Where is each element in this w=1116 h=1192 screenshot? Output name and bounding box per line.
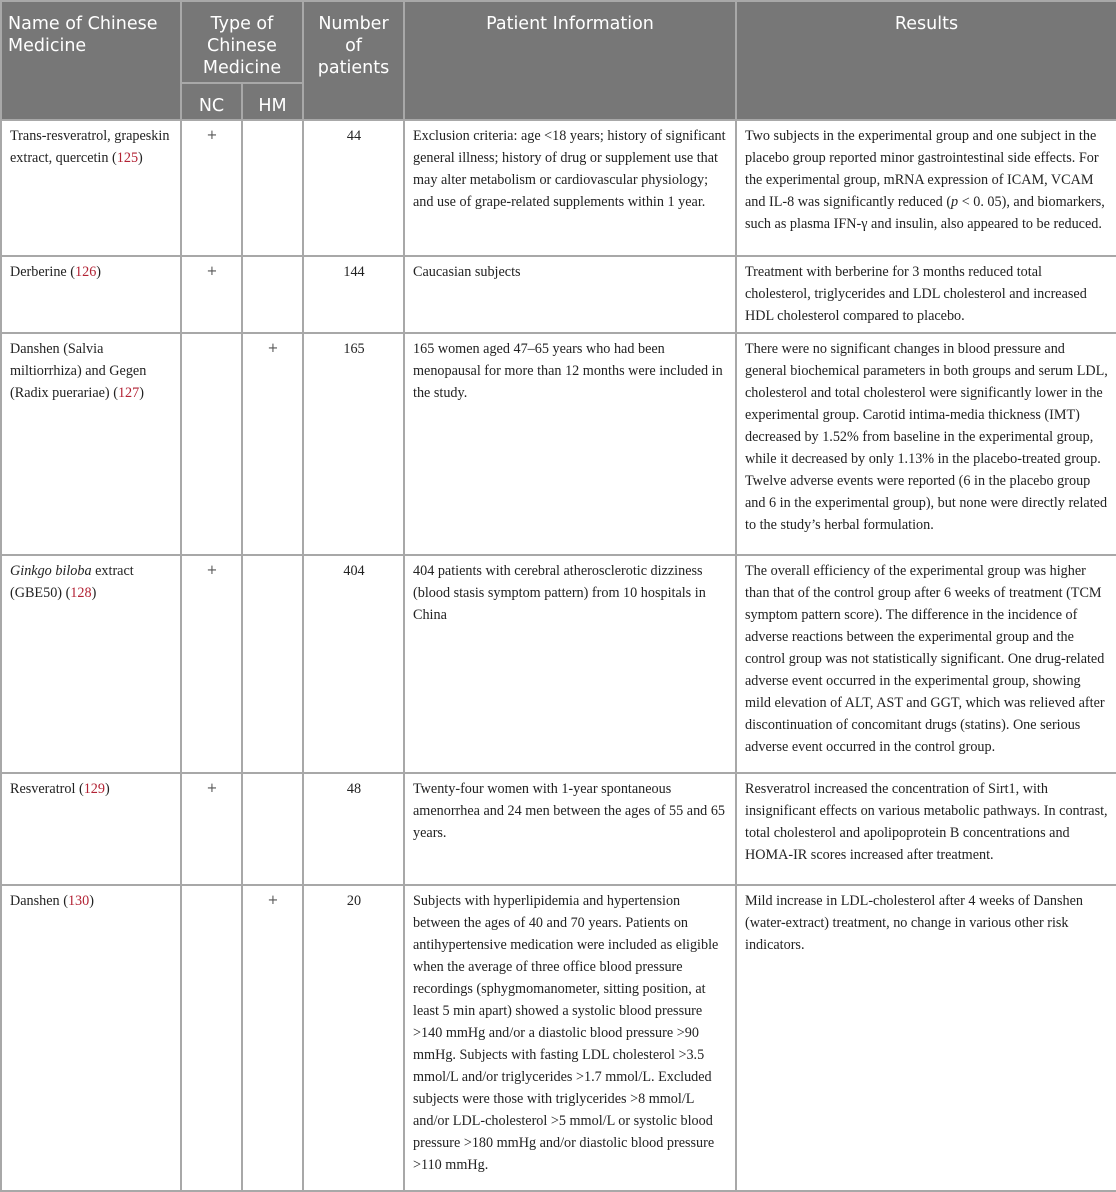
cell-nc: + (181, 555, 242, 773)
cell-nc: + (181, 773, 242, 885)
cell-results: Resveratrol increased the concentration of Sirt1, with insignificant effects on various metabolic pathways. In contrast, total cholesterol and apolipoprotein B concentrations and HOMA-IR scores increased after treatment. (736, 773, 1116, 885)
cell-name: Derberine (126) (1, 256, 181, 333)
cell-results: Treatment with berberine for 3 months reduced total cholesterol, triglycerides and LDL cholesterol and increased HDL cholesterol compared to placebo. (736, 256, 1116, 333)
table-row (1, 555, 1116, 773)
cell-number: 44 (303, 120, 404, 256)
reference-link[interactable]: 125 (116, 150, 139, 166)
table-row (1, 773, 1116, 885)
cell-nc (181, 885, 242, 1191)
reference-link[interactable]: 129 (83, 781, 105, 797)
cell-nc: + (181, 120, 242, 256)
header-type: Type of Chinese Medicine (181, 1, 303, 83)
cell-patient-info: 165 women aged 47–65 years who had been menopausal for more than 12 months were included in the study. (404, 333, 736, 555)
cell-patient-info: Subjects with hyperlipidemia and hypertension between the ages of 40 and 70 years. Patients on antihypertensive medication were included as eligible when the average of three office blood pressure recordings (sphygmomanometer, sitting position, at least 5 min apart) showed a systolic blood pressure >140 mmHg and/or a diastolic blood pressure >90 mmHg. Subjects with fasting LDL cholesterol >3.5 mmol/L and/or triglycerides >1.7 mmol/L. Excluded subjects were those with triglycerides >8 mmol/L and/or LDL-cholesterol >5 mmol/L or systolic blood pressure >180 mmHg and/or diastolic blood pressure >110 mmHg. (404, 885, 736, 1191)
cell-results: Mild increase in LDL-cholesterol after 4 weeks of Danshen (water-extract) treatment, no change in various other risk indicators. (736, 885, 1116, 1191)
cell-nc (181, 333, 242, 555)
cell-number: 165 (303, 333, 404, 555)
cell-number: 404 (303, 555, 404, 773)
reference-link[interactable]: 126 (75, 264, 97, 280)
cell-patient-info: Caucasian subjects (404, 256, 736, 333)
table-header (1, 1, 1116, 120)
table-row (1, 120, 1116, 256)
cell-hm (242, 773, 303, 885)
header-number: Number of patients (303, 1, 404, 120)
header-name: Name of Chinese Medicine (1, 1, 181, 120)
cell-name: Ginkgo biloba extract (GBE50) (128) (1, 555, 181, 773)
cell-name: Trans-resveratrol, grapeskin extract, quercetin (125) (1, 120, 181, 256)
cell-number: 48 (303, 773, 404, 885)
medicine-name: Derberine (10, 264, 67, 280)
reference-link[interactable]: 130 (67, 893, 90, 909)
cell-name: Resveratrol (129) (1, 773, 181, 885)
cell-results: Two subjects in the experimental group and one subject in the placebo group reported minor gastrointestinal side effects. For the experimental group, mRNA expression of ICAM, VCAM and IL-8 was significantly reduced (p < 0. 05), and biomarkers, such as plasma IFN-γ and insulin, also appeared to be reduced. (736, 120, 1116, 256)
medicine-name: Danshen (10, 893, 60, 909)
cell-name: Danshen (130) (1, 885, 181, 1191)
table-row (1, 333, 1116, 555)
medicine-name-italic: Ginkgo biloba (10, 563, 92, 579)
cell-hm: + (242, 333, 303, 555)
header-hm: HM (242, 83, 303, 120)
medicine-name: Resveratrol (10, 781, 76, 797)
cell-nc: + (181, 256, 242, 333)
cell-results: The overall efficiency of the experimental group was higher than that of the control group after 6 weeks of treatment (TCM symptom pattern score). The difference in the incidence of adverse reactions between the experimental group and the control group was not statistically significant. One drug-related adverse event occurred in the experimental group, showing mild elevation of ALT, AST and GGT, which was relieved after discontinuation of concomitant drugs (statins). One serious adverse event occurred in the control group. (736, 555, 1116, 773)
header-results: Results (736, 1, 1116, 120)
cell-patient-info: Exclusion criteria: age <18 years; history of significant general illness; history of drug or supplement use that may alter metabolism or cardiovascular physiology; and use of grape-related supplements within 1 year. (404, 120, 736, 256)
cell-hm: + (242, 885, 303, 1191)
cell-results: There were no significant changes in blood pressure and general biochemical parameters in both groups and serum LDL, cholesterol and total cholesterol were significantly lower in the experimental group. Carotid intima-media thickness (IMT) decreased by 1.52% from baseline in the experimental group, while it decreased by only 1.13% in the placebo-treated group. Twelve adverse events were reported (6 in the placebo group and 6 in the experimental group), but none were directly related to the study’s herbal formulation. (736, 333, 1116, 555)
table-row (1, 256, 1116, 333)
cell-hm (242, 555, 303, 773)
cell-number: 144 (303, 256, 404, 333)
medicine-name: Trans-resveratrol, grapeskin extract, quercetin (10, 128, 170, 166)
cell-hm (242, 256, 303, 333)
medicine-name: extract (GBE50) (10, 563, 134, 601)
table-row (1, 885, 1116, 1191)
medicine-name: Danshen (Salvia miltiorrhiza) and Gegen (Radix puerariae) (10, 341, 147, 401)
cell-patient-info: Twenty-four women with 1-year spontaneous amenorrhea and 24 men between the ages of 55 and 65 years. (404, 773, 736, 885)
header-nc: NC (181, 83, 242, 120)
header-patient-info: Patient Information (404, 1, 736, 120)
cell-patient-info: 404 patients with cerebral atherosclerotic dizziness (blood stasis symptom pattern) from 10 hospitals in China (404, 555, 736, 773)
reference-link[interactable]: 128 (70, 585, 92, 601)
cell-name: Danshen (Salvia miltiorrhiza) and Gegen (Radix puerariae) (127) (1, 333, 181, 555)
cell-hm (242, 120, 303, 256)
reference-link[interactable]: 127 (117, 385, 140, 401)
cell-number: 20 (303, 885, 404, 1191)
